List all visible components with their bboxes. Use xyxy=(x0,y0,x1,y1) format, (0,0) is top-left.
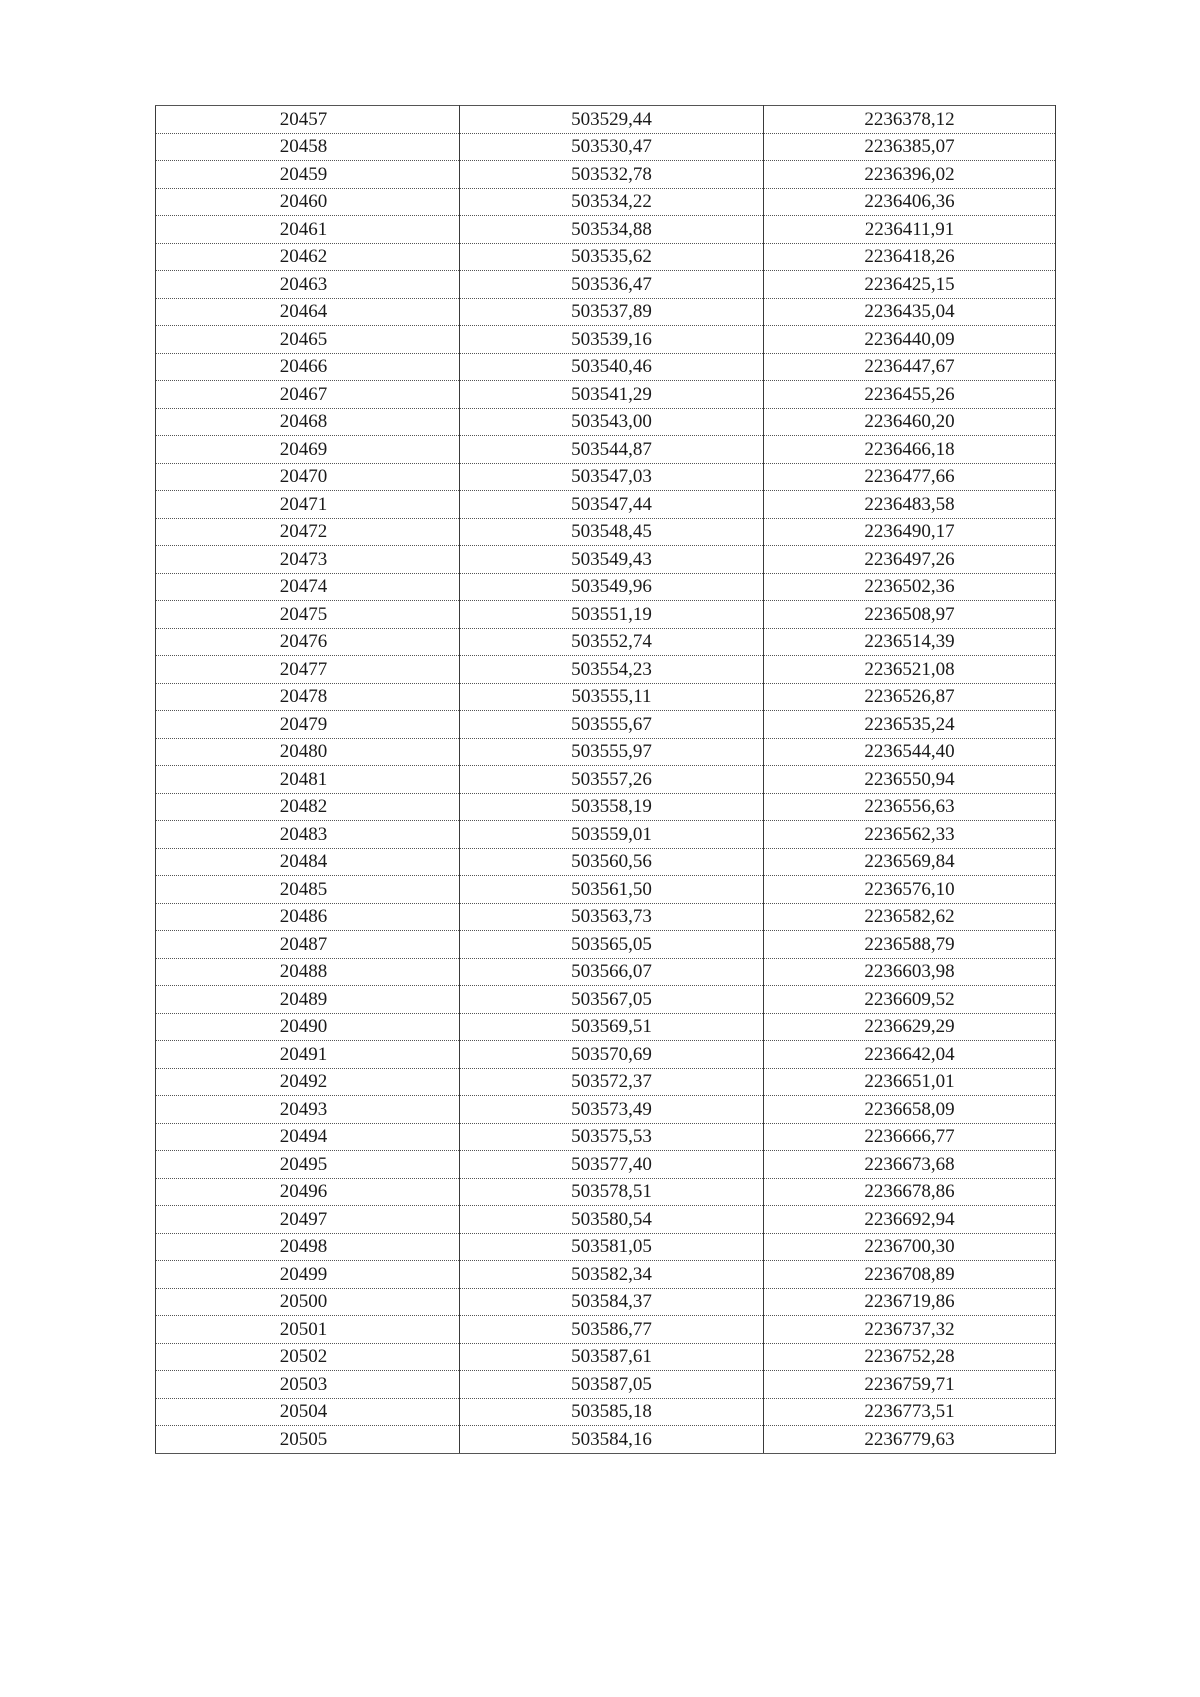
y-coordinate-cell: 2236521,08 xyxy=(764,656,1056,684)
point-number-cell: 20466 xyxy=(156,353,460,381)
table-row xyxy=(156,353,1056,381)
y-coordinate-cell: 2236658,09 xyxy=(764,1096,1056,1124)
table-row xyxy=(156,491,1056,519)
y-coordinate-cell: 2236708,89 xyxy=(764,1261,1056,1289)
point-number-cell: 20503 xyxy=(156,1371,460,1399)
x-coordinate-cell: 503570,69 xyxy=(460,1041,764,1069)
point-number-cell: 20458 xyxy=(156,133,460,161)
y-coordinate-cell: 2236700,30 xyxy=(764,1233,1056,1261)
x-coordinate-cell: 503561,50 xyxy=(460,876,764,904)
point-number-cell: 20472 xyxy=(156,518,460,546)
x-coordinate-cell: 503569,51 xyxy=(460,1013,764,1041)
table-row xyxy=(156,821,1056,849)
table-row xyxy=(156,601,1056,629)
point-number-cell: 20476 xyxy=(156,628,460,656)
y-coordinate-cell: 2236609,52 xyxy=(764,986,1056,1014)
x-coordinate-cell: 503557,26 xyxy=(460,766,764,794)
table-row xyxy=(156,711,1056,739)
table-row xyxy=(156,1233,1056,1261)
point-number-cell: 20491 xyxy=(156,1041,460,1069)
x-coordinate-cell: 503551,19 xyxy=(460,601,764,629)
y-coordinate-cell: 2236673,68 xyxy=(764,1151,1056,1179)
table-row xyxy=(156,1123,1056,1151)
y-coordinate-cell: 2236759,71 xyxy=(764,1371,1056,1399)
x-coordinate-cell: 503567,05 xyxy=(460,986,764,1014)
point-number-cell: 20487 xyxy=(156,931,460,959)
y-coordinate-cell: 2236588,79 xyxy=(764,931,1056,959)
y-coordinate-cell: 2236576,10 xyxy=(764,876,1056,904)
table-row xyxy=(156,848,1056,876)
x-coordinate-cell: 503560,56 xyxy=(460,848,764,876)
x-coordinate-cell: 503572,37 xyxy=(460,1068,764,1096)
table-row xyxy=(156,1041,1056,1069)
point-number-cell: 20493 xyxy=(156,1096,460,1124)
x-coordinate-cell: 503578,51 xyxy=(460,1178,764,1206)
point-number-cell: 20504 xyxy=(156,1398,460,1426)
y-coordinate-cell: 2236514,39 xyxy=(764,628,1056,656)
table-row xyxy=(156,1096,1056,1124)
point-number-cell: 20480 xyxy=(156,738,460,766)
x-coordinate-cell: 503565,05 xyxy=(460,931,764,959)
table-row xyxy=(156,1151,1056,1179)
point-number-cell: 20463 xyxy=(156,271,460,299)
point-number-cell: 20495 xyxy=(156,1151,460,1179)
y-coordinate-cell: 2236490,17 xyxy=(764,518,1056,546)
point-number-cell: 20496 xyxy=(156,1178,460,1206)
y-coordinate-cell: 2236418,26 xyxy=(764,243,1056,271)
y-coordinate-cell: 2236396,02 xyxy=(764,161,1056,189)
point-number-cell: 20501 xyxy=(156,1316,460,1344)
y-coordinate-cell: 2236603,98 xyxy=(764,958,1056,986)
table-row xyxy=(156,656,1056,684)
table-row xyxy=(156,518,1056,546)
point-number-cell: 20489 xyxy=(156,986,460,1014)
x-coordinate-cell: 503547,03 xyxy=(460,463,764,491)
x-coordinate-cell: 503577,40 xyxy=(460,1151,764,1179)
table-row xyxy=(156,986,1056,1014)
y-coordinate-cell: 2236535,24 xyxy=(764,711,1056,739)
point-number-cell: 20500 xyxy=(156,1288,460,1316)
y-coordinate-cell: 2236773,51 xyxy=(764,1398,1056,1426)
point-number-cell: 20490 xyxy=(156,1013,460,1041)
y-coordinate-cell: 2236425,15 xyxy=(764,271,1056,299)
y-coordinate-cell: 2236719,86 xyxy=(764,1288,1056,1316)
y-coordinate-cell: 2236447,67 xyxy=(764,353,1056,381)
y-coordinate-cell: 2236497,26 xyxy=(764,546,1056,574)
y-coordinate-cell: 2236666,77 xyxy=(764,1123,1056,1151)
x-coordinate-cell: 503555,11 xyxy=(460,683,764,711)
x-coordinate-cell: 503587,05 xyxy=(460,1371,764,1399)
table-row xyxy=(156,793,1056,821)
x-coordinate-cell: 503543,00 xyxy=(460,408,764,436)
point-number-cell: 20483 xyxy=(156,821,460,849)
point-number-cell: 20471 xyxy=(156,491,460,519)
point-number-cell: 20459 xyxy=(156,161,460,189)
table-row xyxy=(156,381,1056,409)
point-number-cell: 20484 xyxy=(156,848,460,876)
x-coordinate-cell: 503544,87 xyxy=(460,436,764,464)
point-number-cell: 20481 xyxy=(156,766,460,794)
x-coordinate-cell: 503580,54 xyxy=(460,1206,764,1234)
point-number-cell: 20462 xyxy=(156,243,460,271)
point-number-cell: 20505 xyxy=(156,1426,460,1454)
x-coordinate-cell: 503584,16 xyxy=(460,1426,764,1454)
table-row xyxy=(156,573,1056,601)
point-number-cell: 20460 xyxy=(156,188,460,216)
point-number-cell: 20477 xyxy=(156,656,460,684)
point-number-cell: 20494 xyxy=(156,1123,460,1151)
point-number-cell: 20470 xyxy=(156,463,460,491)
x-coordinate-cell: 503581,05 xyxy=(460,1233,764,1261)
table-row xyxy=(156,1013,1056,1041)
table-row xyxy=(156,408,1056,436)
table-row xyxy=(156,958,1056,986)
table-row xyxy=(156,106,1056,134)
table-row xyxy=(156,876,1056,904)
point-number-cell: 20499 xyxy=(156,1261,460,1289)
table-row xyxy=(156,546,1056,574)
y-coordinate-cell: 2236629,29 xyxy=(764,1013,1056,1041)
y-coordinate-cell: 2236737,32 xyxy=(764,1316,1056,1344)
x-coordinate-cell: 503536,47 xyxy=(460,271,764,299)
table-row xyxy=(156,1398,1056,1426)
table-row xyxy=(156,1261,1056,1289)
x-coordinate-cell: 503563,73 xyxy=(460,903,764,931)
x-coordinate-cell: 503582,34 xyxy=(460,1261,764,1289)
table-row xyxy=(156,436,1056,464)
y-coordinate-cell: 2236460,20 xyxy=(764,408,1056,436)
point-number-cell: 20465 xyxy=(156,326,460,354)
x-coordinate-cell: 503540,46 xyxy=(460,353,764,381)
x-coordinate-cell: 503532,78 xyxy=(460,161,764,189)
table-row xyxy=(156,161,1056,189)
table-row xyxy=(156,463,1056,491)
table-row xyxy=(156,298,1056,326)
point-number-cell: 20502 xyxy=(156,1343,460,1371)
y-coordinate-cell: 2236556,63 xyxy=(764,793,1056,821)
x-coordinate-cell: 503573,49 xyxy=(460,1096,764,1124)
x-coordinate-cell: 503529,44 xyxy=(460,106,764,134)
point-number-cell: 20497 xyxy=(156,1206,460,1234)
point-number-cell: 20485 xyxy=(156,876,460,904)
table-row xyxy=(156,216,1056,244)
y-coordinate-cell: 2236562,33 xyxy=(764,821,1056,849)
x-coordinate-cell: 503541,29 xyxy=(460,381,764,409)
table-row xyxy=(156,1068,1056,1096)
x-coordinate-cell: 503535,62 xyxy=(460,243,764,271)
point-number-cell: 20482 xyxy=(156,793,460,821)
x-coordinate-cell: 503537,89 xyxy=(460,298,764,326)
x-coordinate-cell: 503575,53 xyxy=(460,1123,764,1151)
table-row xyxy=(156,903,1056,931)
y-coordinate-cell: 2236411,91 xyxy=(764,216,1056,244)
point-number-cell: 20467 xyxy=(156,381,460,409)
y-coordinate-cell: 2236378,12 xyxy=(764,106,1056,134)
table-row xyxy=(156,133,1056,161)
table-row xyxy=(156,683,1056,711)
point-number-cell: 20474 xyxy=(156,573,460,601)
table-row xyxy=(156,766,1056,794)
y-coordinate-cell: 2236455,26 xyxy=(764,381,1056,409)
coordinates-table-body xyxy=(156,106,1056,1454)
y-coordinate-cell: 2236779,63 xyxy=(764,1426,1056,1454)
table-row xyxy=(156,1178,1056,1206)
table-row xyxy=(156,271,1056,299)
table-row xyxy=(156,326,1056,354)
point-number-cell: 20457 xyxy=(156,106,460,134)
x-coordinate-cell: 503585,18 xyxy=(460,1398,764,1426)
y-coordinate-cell: 2236508,97 xyxy=(764,601,1056,629)
x-coordinate-cell: 503558,19 xyxy=(460,793,764,821)
x-coordinate-cell: 503559,01 xyxy=(460,821,764,849)
table-row xyxy=(156,1316,1056,1344)
point-number-cell: 20464 xyxy=(156,298,460,326)
y-coordinate-cell: 2236526,87 xyxy=(764,683,1056,711)
x-coordinate-cell: 503552,74 xyxy=(460,628,764,656)
y-coordinate-cell: 2236569,84 xyxy=(764,848,1056,876)
y-coordinate-cell: 2236483,58 xyxy=(764,491,1056,519)
x-coordinate-cell: 503539,16 xyxy=(460,326,764,354)
point-number-cell: 20469 xyxy=(156,436,460,464)
table-row xyxy=(156,1426,1056,1454)
x-coordinate-cell: 503566,07 xyxy=(460,958,764,986)
y-coordinate-cell: 2236477,66 xyxy=(764,463,1056,491)
x-coordinate-cell: 503549,96 xyxy=(460,573,764,601)
x-coordinate-cell: 503586,77 xyxy=(460,1316,764,1344)
y-coordinate-cell: 2236550,94 xyxy=(764,766,1056,794)
y-coordinate-cell: 2236642,04 xyxy=(764,1041,1056,1069)
table-row xyxy=(156,1343,1056,1371)
table-row xyxy=(156,1206,1056,1234)
y-coordinate-cell: 2236502,36 xyxy=(764,573,1056,601)
y-coordinate-cell: 2236385,07 xyxy=(764,133,1056,161)
x-coordinate-cell: 503548,45 xyxy=(460,518,764,546)
x-coordinate-cell: 503549,43 xyxy=(460,546,764,574)
y-coordinate-cell: 2236440,09 xyxy=(764,326,1056,354)
point-number-cell: 20461 xyxy=(156,216,460,244)
coordinates-table xyxy=(155,105,1056,1454)
x-coordinate-cell: 503547,44 xyxy=(460,491,764,519)
y-coordinate-cell: 2236651,01 xyxy=(764,1068,1056,1096)
point-number-cell: 20492 xyxy=(156,1068,460,1096)
x-coordinate-cell: 503584,37 xyxy=(460,1288,764,1316)
y-coordinate-cell: 2236544,40 xyxy=(764,738,1056,766)
x-coordinate-cell: 503587,61 xyxy=(460,1343,764,1371)
y-coordinate-cell: 2236678,86 xyxy=(764,1178,1056,1206)
point-number-cell: 20488 xyxy=(156,958,460,986)
table-row xyxy=(156,188,1056,216)
y-coordinate-cell: 2236752,28 xyxy=(764,1343,1056,1371)
y-coordinate-cell: 2236466,18 xyxy=(764,436,1056,464)
point-number-cell: 20473 xyxy=(156,546,460,574)
point-number-cell: 20479 xyxy=(156,711,460,739)
table-row xyxy=(156,931,1056,959)
point-number-cell: 20478 xyxy=(156,683,460,711)
x-coordinate-cell: 503554,23 xyxy=(460,656,764,684)
point-number-cell: 20468 xyxy=(156,408,460,436)
table-row xyxy=(156,243,1056,271)
y-coordinate-cell: 2236582,62 xyxy=(764,903,1056,931)
table-row xyxy=(156,1371,1056,1399)
x-coordinate-cell: 503555,67 xyxy=(460,711,764,739)
y-coordinate-cell: 2236692,94 xyxy=(764,1206,1056,1234)
x-coordinate-cell: 503530,47 xyxy=(460,133,764,161)
table-row xyxy=(156,738,1056,766)
x-coordinate-cell: 503534,88 xyxy=(460,216,764,244)
y-coordinate-cell: 2236406,36 xyxy=(764,188,1056,216)
point-number-cell: 20475 xyxy=(156,601,460,629)
point-number-cell: 20498 xyxy=(156,1233,460,1261)
table-row xyxy=(156,628,1056,656)
x-coordinate-cell: 503534,22 xyxy=(460,188,764,216)
table-row xyxy=(156,1288,1056,1316)
y-coordinate-cell: 2236435,04 xyxy=(764,298,1056,326)
point-number-cell: 20486 xyxy=(156,903,460,931)
x-coordinate-cell: 503555,97 xyxy=(460,738,764,766)
